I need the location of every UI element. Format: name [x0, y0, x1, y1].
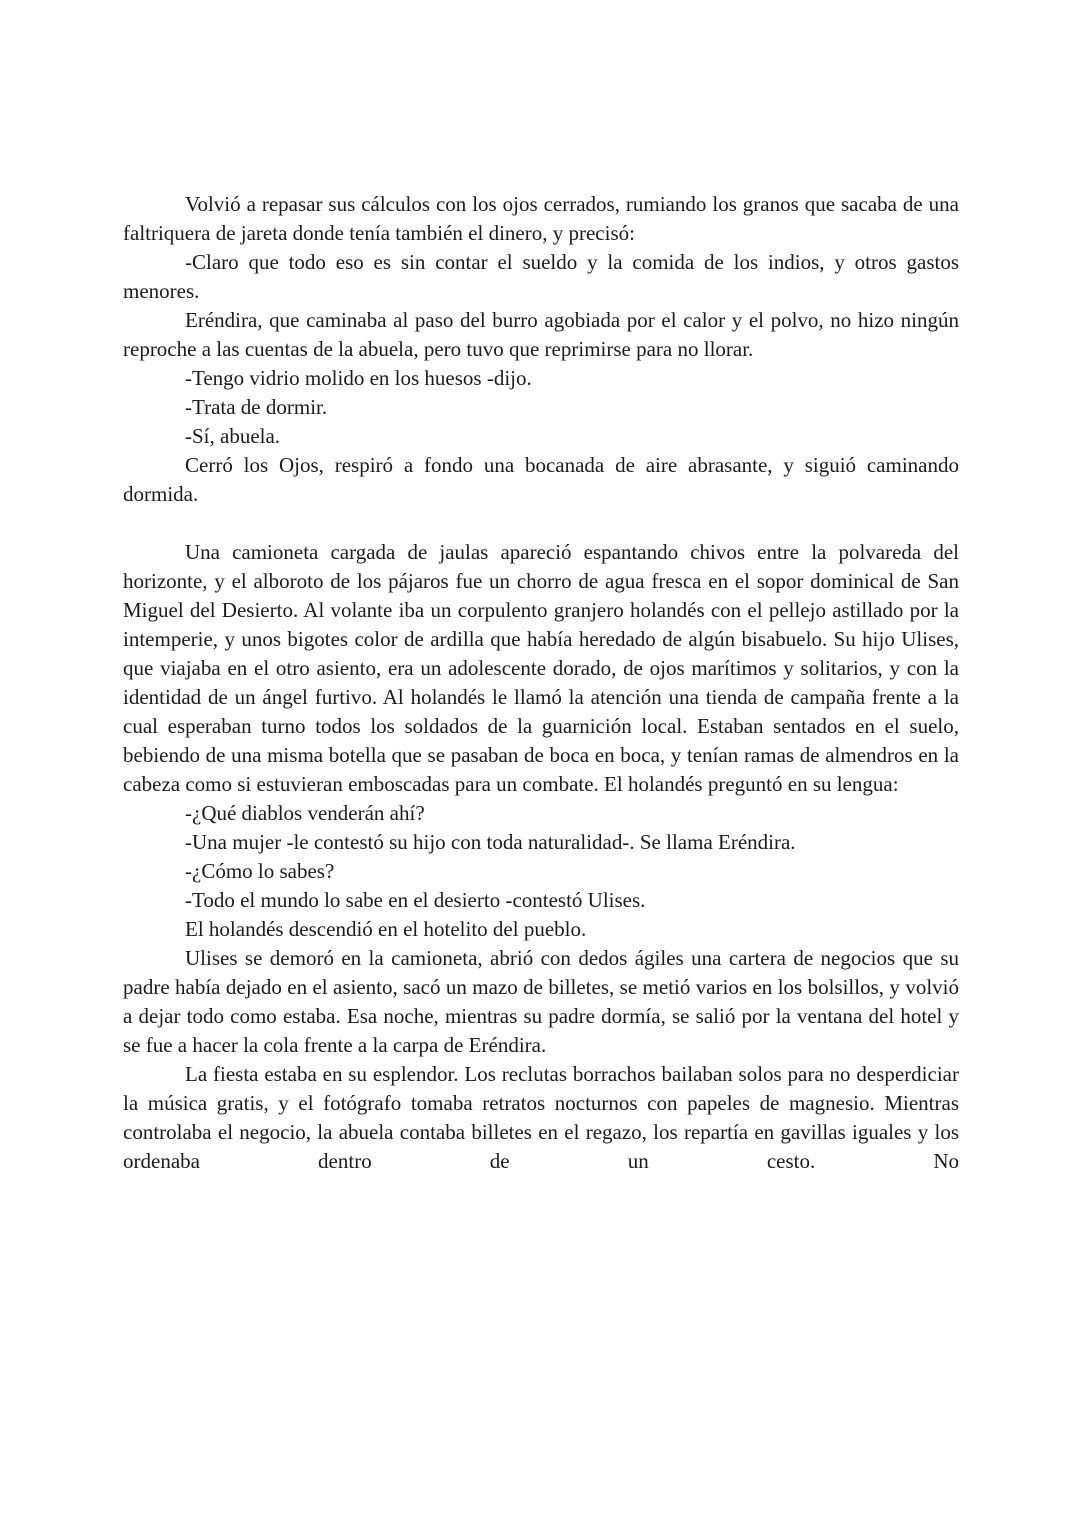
paragraph: -Una mujer -le contestó su hijo con toda naturalidad-. Se llama Eréndira. [185, 830, 796, 854]
paragraph: -Tengo vidrio molido en los huesos -dijo. [185, 366, 532, 390]
paragraph: Volvió a repasar sus cálculos con los ojos cerrados, rumiando los granos que sacaba de una faltriquera de jareta donde tenía también el dinero, y precisó: [123, 192, 959, 245]
paragraph: -¿Qué diablos venderán ahí? [185, 801, 425, 825]
paragraph: -Todo el mundo lo sabe en el desierto -contestó Ulises. [185, 888, 646, 912]
paragraph: -¿Cómo lo sabes? [185, 859, 335, 883]
paragraph: Ulises se demoró en la camioneta, abrió con dedos ágiles una cartera de negocios que su padre había dejado en el asiento, sacó un mazo de billetes, se metió varios en los bolsillos, y volvió a dejar todo como estaba. Esa noche, mientras su padre dormía, se salió por la ventana del hotel y se fue a hacer la cola frente a la carpa de Eréndira. [123, 946, 959, 1057]
page-text [123, 190, 959, 1176]
paragraph: El holandés descendió en el hotelito del pueblo. [185, 917, 587, 941]
paragraph: La fiesta estaba en su esplendor. Los reclutas borrachos bailaban solos para no desperdiciar la música gratis, y el fotógrafo tomaba retratos nocturnos con papeles de magnesio. Mientras controlaba el negocio, la abuela contaba billetes en el regazo, los repartía en gavillas iguales y los ordenaba dentro de un cesto. No [123, 1062, 959, 1173]
paragraph: Cerró los Ojos, respiró a fondo una bocanada de aire abrasante, y siguió caminando dormida. [123, 453, 959, 506]
paragraph: -Claro que todo eso es sin contar el sueldo y la comida de los indios, y otros gastos menores. [123, 250, 959, 303]
paragraph: -Sí, abuela. [185, 424, 281, 448]
paragraph: Eréndira, que caminaba al paso del burro agobiada por el calor y el polvo, no hizo ningún reproche a las cuentas de la abuela, pero tuvo que reprimirse para no llorar. [123, 308, 959, 361]
paragraph: -Trata de dormir. [185, 395, 328, 419]
paragraph: Una camioneta cargada de jaulas apareció espantando chivos entre la polvareda del horizonte, y el alboroto de los pájaros fue un chorro de agua fresca en el sopor dominical de San Miguel del Desierto. Al volante iba un corpulento granjero holandés con el pellejo astillado por la intemperie, y unos bigotes color de ardilla que había heredado de algún bisabuelo. Su hijo Ulises, que viajaba en el otro asiento, era un adolescente dorado, de ojos marítimos y solitarios, y con la identidad de un ángel furtivo. Al holandés le llamó la atención una tienda de campaña frente a la cual esperaban turno todos los soldados de la guarnición local. Estaban sentados en el suelo, bebiendo de una misma botella que se pasaban de boca en boca, y tenían ramas de almendros en la cabeza como si estuvieran emboscadas para un combate. El holandés preguntó en su lengua: [123, 540, 959, 796]
